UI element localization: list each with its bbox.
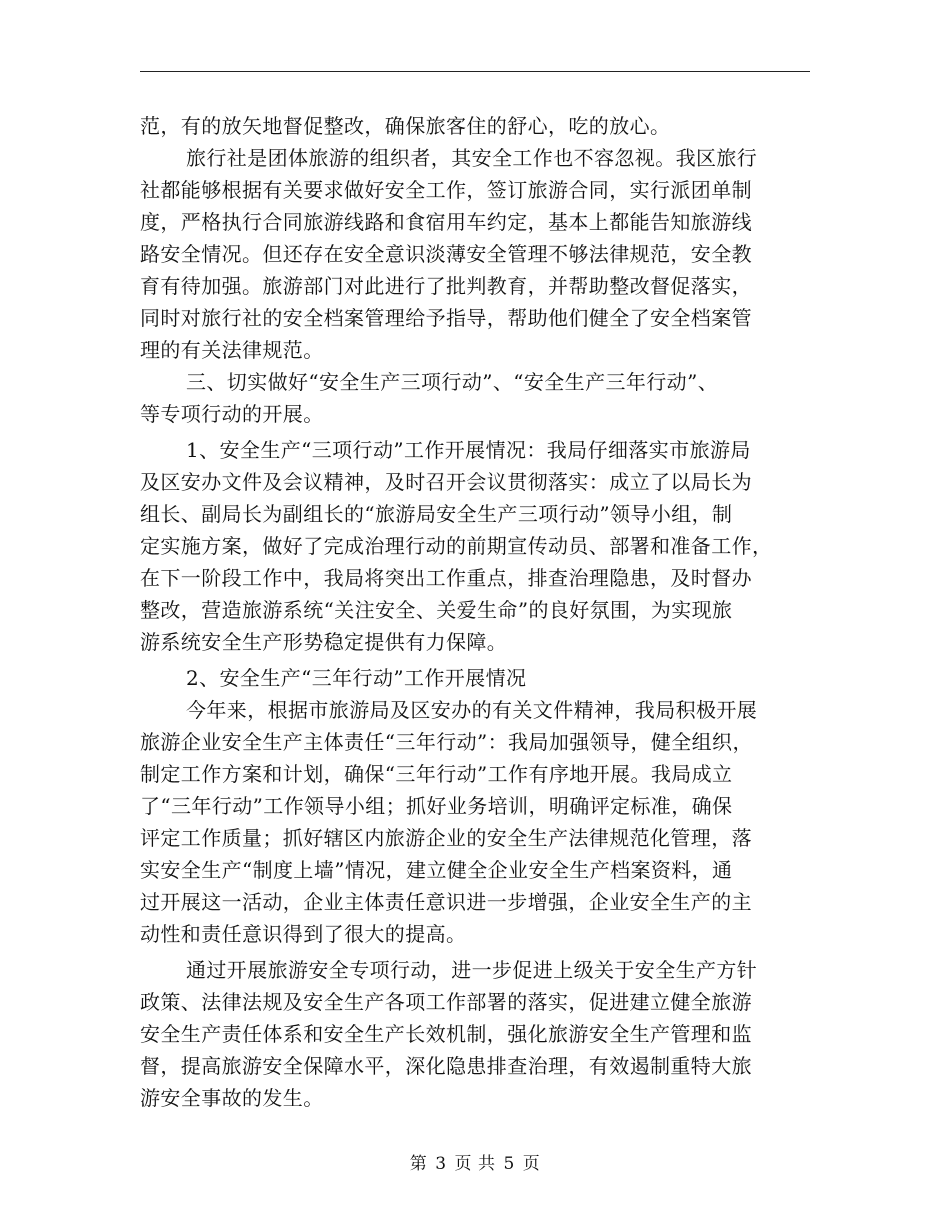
subsection-heading: 2、安全生产“三年行动”工作开展情况 <box>186 666 527 690</box>
footer-total-pages: 5 <box>503 1154 515 1174</box>
text-line: 1、安全生产“三项行动”工作开展情况：我局仔细落实市旅游局 <box>186 438 751 462</box>
text-line: 同时对旅行社的安全档案管理给予指导，帮助他们健全了安全档案管 <box>140 306 752 330</box>
text-line: 旅游企业安全生产主体责任“三年行动”：我局加强领导，健全组织， <box>140 730 753 754</box>
text-line: 游系统安全生产形势稳定提供有力保障。 <box>140 630 508 654</box>
text-line: 安全生产责任体系和安全生产长效机制，强化旅游安全生产管理和监 <box>140 1022 752 1046</box>
text-line: 路安全情况。但还存在安全意识淡薄安全管理不够法律规范，安全教 <box>140 242 752 266</box>
text-line: 实安全生产“制度上墙”情况，建立健全企业安全生产档案资料，通 <box>140 858 733 882</box>
footer-middle: 页 共 <box>454 1154 496 1174</box>
header-rule <box>140 71 810 72</box>
text-line: 在下一阶段工作中，我局将突出工作重点，排查治理隐患，及时督办 <box>140 566 752 590</box>
text-line: 度，严格执行合同旅游线路和食宿用车约定，基本上都能告知旅游线 <box>140 210 752 234</box>
text-line: 旅行社是团体旅游的组织者，其安全工作也不容忽视。我区旅行 <box>186 146 758 170</box>
text-line: 组长、副局长为副组长的“旅游局安全生产三项行动”领导小组，制 <box>140 502 733 526</box>
text-line: 游安全事故的发生。 <box>140 1086 324 1110</box>
text-line: 评定工作质量；抓好辖区内旅游企业的安全生产法律规范化管理，落 <box>140 826 752 850</box>
text-line: 等专项行动的开展。 <box>140 402 324 426</box>
text-line: 动性和责任意识得到了很大的提高。 <box>140 922 467 946</box>
text-line: 政策、法律法规及安全生产各项工作部署的落实，促进建立健全旅游 <box>140 990 752 1014</box>
text-line: 督，提高旅游安全保障水平，深化隐患排查治理，有效遏制重特大旅 <box>140 1054 752 1078</box>
text-line: 整改，营造旅游系统“关注安全、关爱生命”的良好氛围，为实现旅 <box>140 598 733 622</box>
section-heading: 三、切实做好“安全生产三项行动”、“安全生产三年行动”、 <box>186 370 719 394</box>
text-line: 今年来，根据市旅游局及区安办的有关文件精神，我局积极开展 <box>186 698 758 722</box>
text-line: 了“三年行动”工作领导小组；抓好业务培训，明确评定标准，确保 <box>140 794 733 818</box>
text-line: 范，有的放矢地督促整改，确保旅客住的舒心，吃的放心。 <box>140 114 671 138</box>
text-line: 通过开展旅游安全专项行动，进一步促进上级关于安全生产方针 <box>186 958 758 982</box>
text-line: 定实施方案，做好了完成治理行动的前期宣传动员、部署和准备工作， <box>140 534 773 558</box>
footer-suffix: 页 <box>522 1154 541 1174</box>
text-line: 制定工作方案和计划，确保“三年行动”工作有序地开展。我局成立 <box>140 762 733 786</box>
text-line: 育有待加强。旅游部门对此进行了批判教育，并帮助整改督促落实， <box>140 274 752 298</box>
page-footer <box>0 1152 950 1176</box>
text-line: 过开展这一活动，企业主体责任意识进一步增强，企业安全生产的主 <box>140 890 752 914</box>
text-line: 及区安办文件及会议精神，及时召开会议贯彻落实：成立了以局长为 <box>140 470 752 494</box>
text-line: 理的有关法律规范。 <box>140 338 324 362</box>
footer-prefix: 第 <box>409 1154 428 1174</box>
footer-page-number: 3 <box>435 1154 447 1174</box>
text-line: 社都能够根据有关要求做好安全工作，签订旅游合同，实行派团单制 <box>140 178 752 202</box>
